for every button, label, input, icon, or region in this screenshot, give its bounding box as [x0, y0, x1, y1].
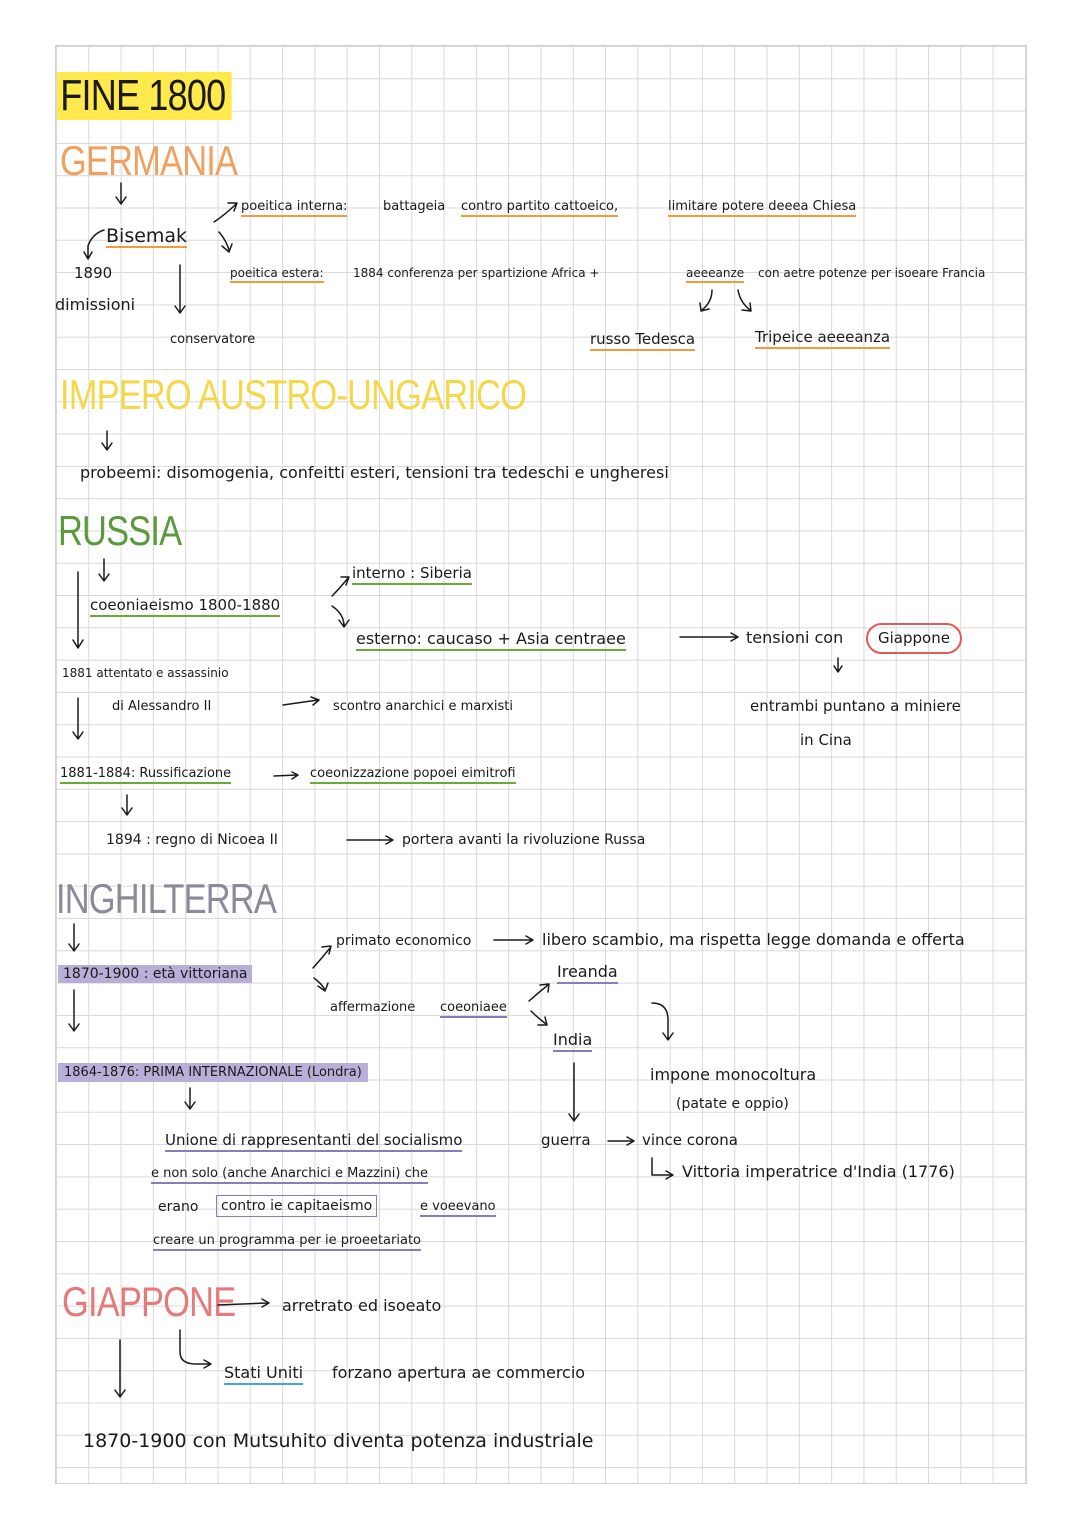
monocoltura: impone monocoltura [650, 1065, 817, 1084]
arrow-tensioni-down [834, 658, 842, 672]
unione-4: creare un programma per ie proeetariato [153, 1234, 421, 1251]
entrambi-cina: in Cina [800, 731, 852, 749]
arrow-germania-down [116, 183, 126, 204]
colonizzazione: coeonizzazione popoei eimitrofi [310, 767, 516, 784]
russo-tedesca: russo Tedesca [590, 332, 695, 351]
heading-germania: GERMANIA [60, 137, 238, 184]
vince-corona: vince corona [642, 1131, 738, 1149]
contro-capitalismo: contro ie capitaeismo [216, 1195, 377, 1217]
arrow-coloniale-irlanda [529, 984, 549, 1001]
coloniale: coeoniaee [440, 1001, 507, 1018]
libero-scambio: libero scambio, ma rispetta legge domanda e offerta [542, 930, 965, 949]
arrow-colonialismo-interno [332, 577, 349, 596]
stati-uniti: Stati Uniti [224, 1365, 303, 1385]
arrow-vince-vittoria [652, 1158, 673, 1179]
dimissioni: dimissioni [55, 295, 136, 314]
politica-interna: poeitica interna: [241, 200, 347, 217]
nicola-ii: 1894 : regno di Nicoea II [106, 832, 278, 848]
interna-battaglia: battageia [383, 199, 446, 214]
estera-potenze: con aetre potenze per isoeare Francia [758, 266, 986, 280]
unione-3c: e voeevano [420, 1200, 496, 1217]
guerra: guerra [541, 1131, 591, 1149]
arrow-guerra-vince [608, 1137, 634, 1145]
india: India [553, 1032, 592, 1052]
arrow-russia-down-long [73, 572, 83, 648]
arrow-irlanda-monocoltura [652, 1003, 673, 1040]
giappone-circled: Giappone [866, 623, 962, 654]
arrow-alleanze-left [700, 290, 712, 311]
arrow-india-guerra [569, 1063, 579, 1121]
arrow-vittoriana-down [69, 990, 79, 1031]
arrow-nicola-rivoluzione [347, 836, 393, 844]
arrow-russia-down-short [99, 559, 109, 581]
arrow-russificazione-down [122, 795, 132, 815]
arrow-alessandro-scontro [283, 697, 319, 705]
arrow-austria-down [102, 431, 112, 450]
bismarck: Bisemak [106, 225, 188, 247]
interna-limitare-chiesa: limitare potere deeea Chiesa [668, 200, 856, 217]
forzano-apertura: forzano apertura ae commercio [332, 1363, 586, 1382]
conservatore: conservatore [170, 332, 256, 347]
arrow-bismarck-down [175, 265, 185, 313]
arrow-giappone-statiuniti [180, 1330, 211, 1368]
russia-tensioni: tensioni con [746, 628, 844, 647]
arrow-primato-libero [494, 936, 533, 944]
heading-austria: IMPERO AUSTRO-UNGARICO [60, 371, 527, 418]
arrow-giappone-arretrato [218, 1299, 269, 1307]
arrow-vittoriana-affermazione [314, 978, 328, 991]
alessandro: di Alessandro II [112, 699, 212, 714]
triplice-alleanza: Tripeice aeeeanza [755, 330, 890, 349]
mutsuhito: 1870-1900 con Mutsuhito diventa potenza industriale [83, 1430, 594, 1452]
estera-conferenza: 1884 conferenza per spartizione Africa + [353, 266, 600, 280]
arrow-internazionale-down [185, 1088, 195, 1109]
arrow-bismarck-estera [219, 232, 232, 252]
arrow-alleanze-right [738, 290, 751, 311]
arrow-giappone-down [115, 1340, 125, 1397]
unione-1: Unione di rappresentanti del socialismo [165, 1133, 462, 1152]
arrow-inghilterra-down [69, 924, 79, 951]
scontro: scontro anarchici e marxisti [333, 699, 514, 714]
interna-contro-partito: contro partito cattoeico, [461, 200, 618, 217]
arrow-russificazione-colonizzazione [274, 772, 298, 779]
patate-oppio: (patate e oppio) [676, 1096, 789, 1112]
russificazione: 1881-1884: Russificazione [60, 767, 231, 784]
arrow-coloniale-india [531, 1011, 547, 1025]
arrow-vittoriana-primato [313, 946, 331, 968]
affermazione: affermazione [330, 1000, 416, 1015]
austria-problemi: probeemi: disomogenia, confeitti esteri, tensioni tra tedeschi e ungheresi [80, 463, 669, 482]
page-title: FINE 1800 [57, 72, 232, 120]
arrow-bismarck-left [84, 230, 104, 259]
arrow-attentato-down [73, 698, 83, 739]
russia-esterno: esterno: caucaso + Asia centraee [356, 631, 626, 651]
attentato: 1881 attentato e assassinio [62, 666, 229, 680]
prima-internazionale: 1864-1876: PRIMA INTERNAZIONALE (Londra) [58, 1063, 368, 1082]
estera-alleanze: aeeeanze [686, 267, 744, 283]
irlanda: Ireanda [557, 964, 618, 984]
eta-vittoriana: 1870-1900 : età vittoriana [58, 965, 252, 983]
colonialismo: coeoniaeismo 1800-1880 [90, 598, 280, 617]
heading-inghilterra: INGHILTERRA [56, 875, 276, 922]
politica-estera: poeitica estera: [230, 267, 324, 283]
rivoluzione: portera avanti la rivoluzione Russa [402, 832, 646, 848]
entrambi-miniere: entrambi puntano a miniere [750, 697, 961, 715]
russia-interno: interno : Siberia [352, 566, 472, 585]
arrow-esterno-tensioni [680, 633, 738, 641]
unione-2: e non solo (anche Anarchici e Mazzini) che [151, 1167, 428, 1184]
vittoria-imperatrice: Vittoria imperatrice d'India (1776) [682, 1162, 955, 1181]
dimissioni-year: 1890 [74, 264, 113, 282]
heading-giappone: GIAPPONE [62, 1278, 236, 1325]
arrow-colonialismo-esterno [332, 606, 349, 627]
unione-3a: erano [158, 1199, 199, 1215]
arrow-bismarck-interna [214, 203, 237, 222]
primato-economico: primato economico [336, 933, 472, 949]
heading-russia: RUSSIA [58, 507, 182, 554]
arretrato: arretrato ed isoeato [282, 1296, 442, 1315]
